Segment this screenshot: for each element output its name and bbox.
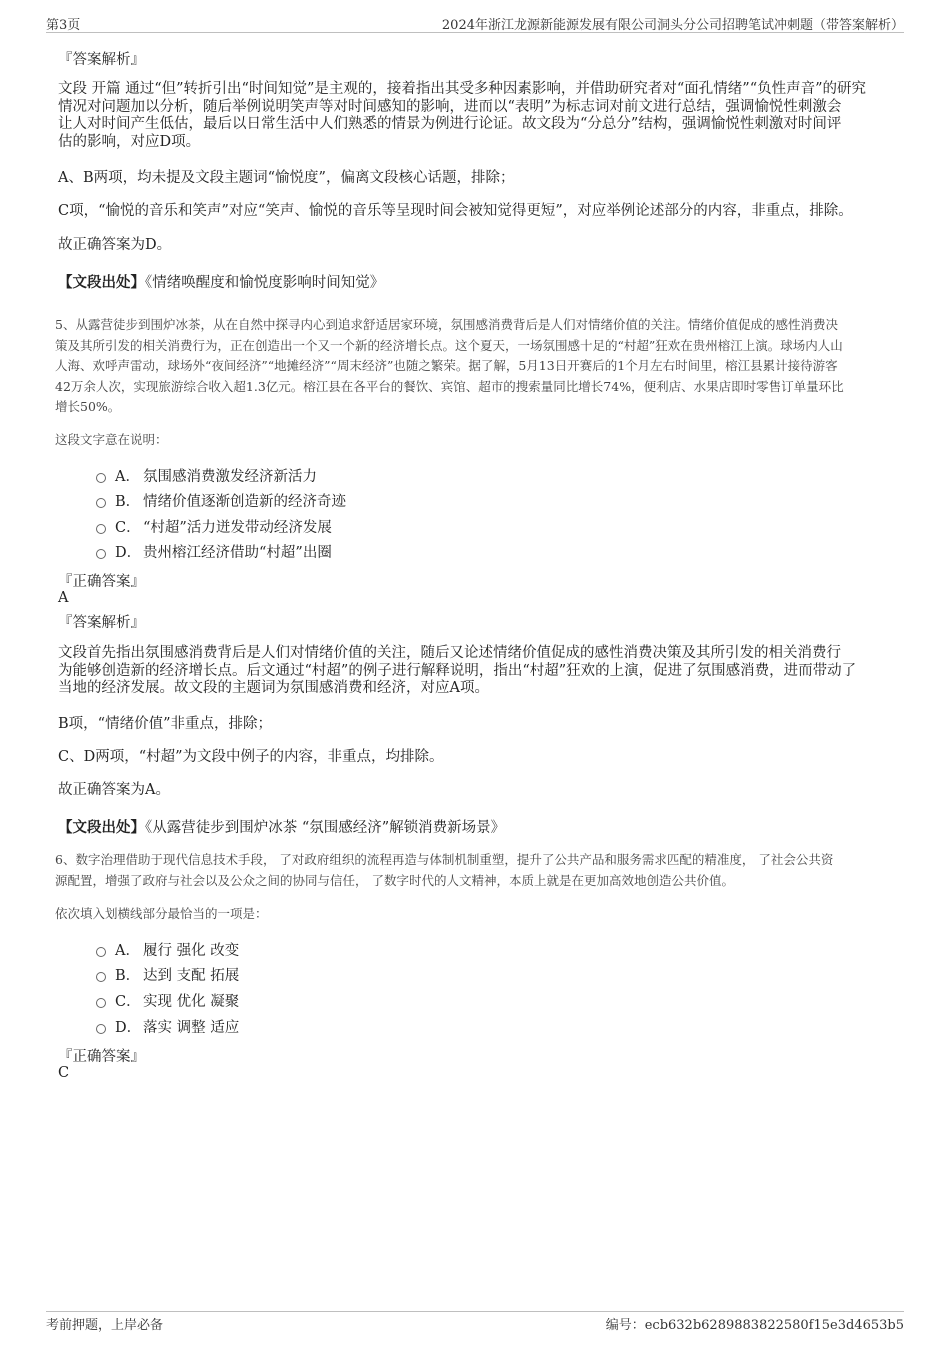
question-5-option-a[interactable] <box>96 465 317 485</box>
radio-button-icon[interactable] <box>96 1024 106 1034</box>
source-citation <box>58 816 505 837</box>
question-6-stem <box>55 850 900 891</box>
stem-line: 5、从露营徒步到围炉冰茶，从在自然中探寻内心到追求舒适居家环境，氛围感消费背后是人们对情绪价值的关注。情绪价值促成的感性消费决 <box>55 317 838 332</box>
question-6-option-a[interactable] <box>96 939 239 959</box>
option-text: 履行 强化 改变 <box>143 942 240 959</box>
question-5-stem <box>55 315 900 418</box>
option-letter: B． <box>115 493 141 510</box>
option-letter: A． <box>115 468 140 485</box>
analysis-label: 『答案解析』 <box>58 52 145 68</box>
radio-button-icon[interactable] <box>96 998 106 1008</box>
analysis-text <box>58 81 898 151</box>
option-letter: C． <box>115 519 141 536</box>
source-label: 【文段出处】 <box>58 819 145 836</box>
stem-line: 源配置，增强了政府与社会以及公众之间的协同与信任， 了数字时代的人文精神，本质上就是在更加高效地创造公共价值。 <box>55 872 734 888</box>
analysis-text <box>58 645 898 698</box>
stem-line: 增长50%。 <box>55 399 121 414</box>
option-text: 落实 调整 适应 <box>143 1019 240 1036</box>
analysis-line: 让人对时间产生低估，最后以日常生活中人们熟悉的情景为例进行论证。故文段为“分总分”结构，强调愉悦性刺激对时间评 <box>58 116 842 132</box>
option-text: 实现 优化 凝聚 <box>143 993 240 1010</box>
exclusion-b: B项，“情绪价值”非重点，排除； <box>58 716 272 732</box>
analysis-label: 『答案解析』 <box>58 615 145 631</box>
option-text: 情绪价值逐渐创造新的经济奇迹 <box>143 493 346 510</box>
option-letter: C． <box>115 993 141 1010</box>
analysis-line: 估的影响，对应D项。 <box>58 133 201 150</box>
question-6-option-d[interactable] <box>96 1016 239 1036</box>
analysis-line: 为能够创造新的经济增长点。后文通过“村超”的例子进行解释说明，指出“村超”狂欢的上演，促进了氛围感消费，进而带动了 <box>58 662 857 679</box>
exclusion-c: C项，“愉悦的音乐和笑声”对应“笑声、愉悦的音乐等呈现时间会被知觉得更短”，对应举例论述部分的内容，非重点，排除。 <box>58 203 853 219</box>
correct-answer-label: 『正确答案』 <box>58 574 145 590</box>
question-6-prompt: 依次填入划横线部分最恰当的一项是： <box>55 906 268 921</box>
document-title: 2024年浙江龙源新能源发展有限公司洞头分公司招聘笔试冲刺题（带答案解析） <box>441 18 904 33</box>
question-5-option-c[interactable] <box>96 516 332 536</box>
question-6-option-b[interactable] <box>96 964 239 984</box>
source-citation <box>58 271 384 292</box>
stem-line: 策及其所引发的相关消费行为，正在创造出一个又一个新的经济增长点。这个夏天，一场氛围感十足的“村超”狂欢在贵州榕江上演。球场内人山 <box>55 337 843 353</box>
option-letter: D． <box>115 1019 142 1036</box>
conclusion: 故正确答案为A。 <box>58 782 170 798</box>
radio-button-icon[interactable] <box>96 549 106 559</box>
analysis-line: 情况对问题加以分析，随后举例说明笑声等对时间感知的影响，进而以“表明”为标志词对前文进行总结，强调愉悦性刺激会 <box>58 98 842 115</box>
footer-slogan: 考前押题，上岸必备 <box>46 1318 164 1333</box>
radio-button-icon[interactable] <box>96 524 106 534</box>
radio-button-icon[interactable] <box>96 972 106 982</box>
correct-answer: C <box>58 1065 70 1081</box>
correct-answer-label: 『正确答案』 <box>58 1049 145 1065</box>
analysis-line: 文段首先指出氛围感消费背后是人们对情绪价值的关注，随后又论述情绪价值促成的感性消费决策及其所引发的相关消费行 <box>58 645 841 661</box>
stem-line: 人海、欢呼声雷动，球场外“夜间经济”“地摊经济”“周末经济”也随之繁荣。据了解，5月13日开赛后的1个月左右时间里，榕江县累计接待游客 <box>55 358 838 373</box>
question-6-option-c[interactable] <box>96 990 239 1010</box>
option-text: 达到 支配 拓展 <box>143 967 240 984</box>
question-5-option-d[interactable] <box>96 541 332 561</box>
source-label: 【文段出处】 <box>58 274 145 291</box>
source-title: 《情绪唤醒度和愉悦度影响时间知觉》 <box>145 275 385 291</box>
page-number: 第3页 <box>46 18 81 33</box>
analysis-line: 文段 开篇 通过“但”转折引出“时间知觉”是主观的，接着指出其受多种因素影响，并借助研究者对“面孔情绪”“负性声音”的研究 <box>58 81 867 97</box>
option-text: 贵州榕江经济借助“村超”出圈 <box>143 544 332 561</box>
question-5-prompt: 这段文字意在说明： <box>55 432 168 447</box>
correct-answer: A <box>58 590 69 606</box>
radio-button-icon[interactable] <box>96 947 106 957</box>
conclusion: 故正确答案为D。 <box>58 237 172 253</box>
stem-line: 6、数字治理借助于现代信息技术手段， 了对政府组织的流程再造与体制机制重塑，提升了公共产品和服务需求匹配的精准度， 了社会公共资 <box>55 852 834 867</box>
radio-button-icon[interactable] <box>96 498 106 508</box>
question-5-option-b[interactable] <box>96 490 346 510</box>
option-letter: D． <box>115 544 142 561</box>
radio-button-icon[interactable] <box>96 473 106 483</box>
exclusion-ab: A、B两项，均未提及文段主题词“愉悦度”，偏离文段核心话题，排除； <box>58 170 515 186</box>
header-divider <box>46 32 904 33</box>
option-text: 氛围感消费激发经济新活力 <box>143 468 317 485</box>
option-letter: A． <box>115 942 140 959</box>
stem-line: 42万余人次，实现旅游综合收入超1.3亿元。榕江县在各平台的餐饮、宾馆、超市的搜索量同比增长74%，便利店、水果店即时零售订单量环比 <box>55 378 844 394</box>
option-text: “村超”活力迸发带动经济发展 <box>143 519 332 536</box>
analysis-line: 当地的经济发展。故文段的主题词为氛围感消费和经济，对应A项。 <box>58 680 489 696</box>
option-letter: B． <box>115 967 141 984</box>
footer-divider <box>46 1311 904 1312</box>
exclusion-cd: C、D两项，“村超”为文段中例子的内容，非重点，均排除。 <box>58 749 444 765</box>
source-title: 《从露营徒步到围炉冰茶 “氛围感经济”解锁消费新场景》 <box>145 820 506 836</box>
document-serial: 编号：ecb632b6289883822580f15e3d4653b5 <box>605 1318 904 1333</box>
